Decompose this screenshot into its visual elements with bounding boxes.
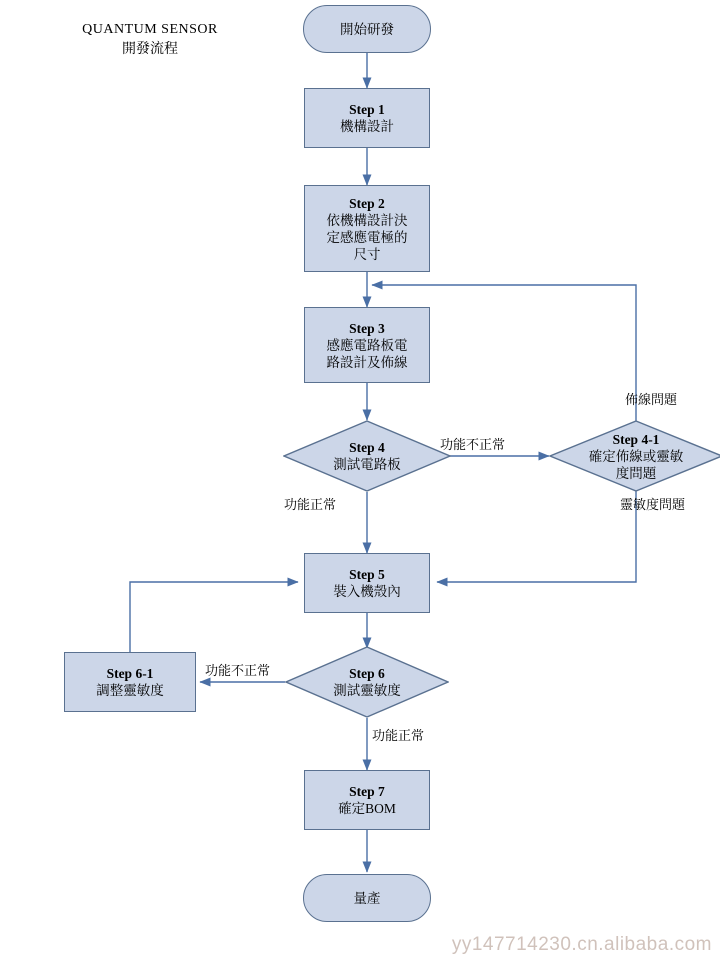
node-step-6-text [333,665,401,699]
node-start-label: 開始研發 [340,21,394,37]
edge-label-wiring-issue: 佈線問題 [625,392,678,407]
edge-label-step6-normal: 功能正常 [372,728,425,743]
node-step-6-1[interactable] [64,652,196,712]
diagram-title [40,20,260,60]
node-step-2[interactable] [304,185,430,272]
node-step-6-title: Step 6 [349,666,385,681]
node-step-4-text [333,439,401,473]
node-step-5-title: Step 5 [349,567,385,582]
diagram-title-line1: QUANTUM SENSOR [82,22,218,37]
node-step-6-1-title: Step 6-1 [106,666,154,681]
node-step-2-title: Step 2 [349,195,385,211]
node-step-6-line1: 測試靈敏度 [333,683,401,698]
node-step-3-line1: 感應電路板電 [326,337,408,353]
node-step-5[interactable] [304,553,430,613]
node-step-2-line3: 尺寸 [353,246,381,262]
node-step-1-title: Step 1 [349,102,385,117]
node-start[interactable] [303,5,431,53]
edge-label-step6-abnormal: 功能不正常 [205,663,271,678]
node-step-6-1-line1: 調整靈敏度 [96,683,164,698]
node-step-4-1-line2: 度問題 [615,465,657,481]
node-step-4-1-text [589,431,684,482]
node-step-6[interactable] [285,646,449,718]
node-end-label: 量產 [353,890,381,906]
node-step-7-line1: 確定BOM [338,801,396,816]
node-step-3-line2: 路設計及佈線 [326,354,408,370]
node-step-4-line1: 測試電路板 [333,457,401,472]
node-step-4-title: Step 4 [349,440,385,455]
node-step-7-title: Step 7 [349,784,385,799]
edge-label-step4-abnormal: 功能不正常 [440,437,506,452]
edge-label-sensitivity-issue: 靈敏度問題 [620,497,686,512]
node-step-2-line2: 定感應電極的 [326,229,408,245]
node-step-5-line1: 裝入機殼內 [333,584,401,599]
edge-label-step4-normal: 功能正常 [284,497,337,512]
node-step-4[interactable] [283,420,451,492]
node-step-2-line1: 依機構設計決 [326,212,408,228]
node-step-3[interactable] [304,307,430,383]
node-step-4-1-line1: 確定佈線或靈敏 [588,448,684,464]
watermark: yy147714230.cn.alibaba.com [451,934,712,955]
node-step-4-1[interactable] [549,420,720,492]
node-step-3-title: Step 3 [349,320,385,336]
node-step-1[interactable] [304,88,430,148]
node-step-1-line1: 機構設計 [340,119,394,134]
edge-step61-step5 [130,582,298,652]
node-end[interactable] [303,874,431,922]
node-step-7[interactable] [304,770,430,830]
diagram-title-line2: 開發流程 [122,42,178,57]
node-step-4-1-title: Step 4-1 [612,431,660,447]
edge-step41-step5 [437,486,636,582]
